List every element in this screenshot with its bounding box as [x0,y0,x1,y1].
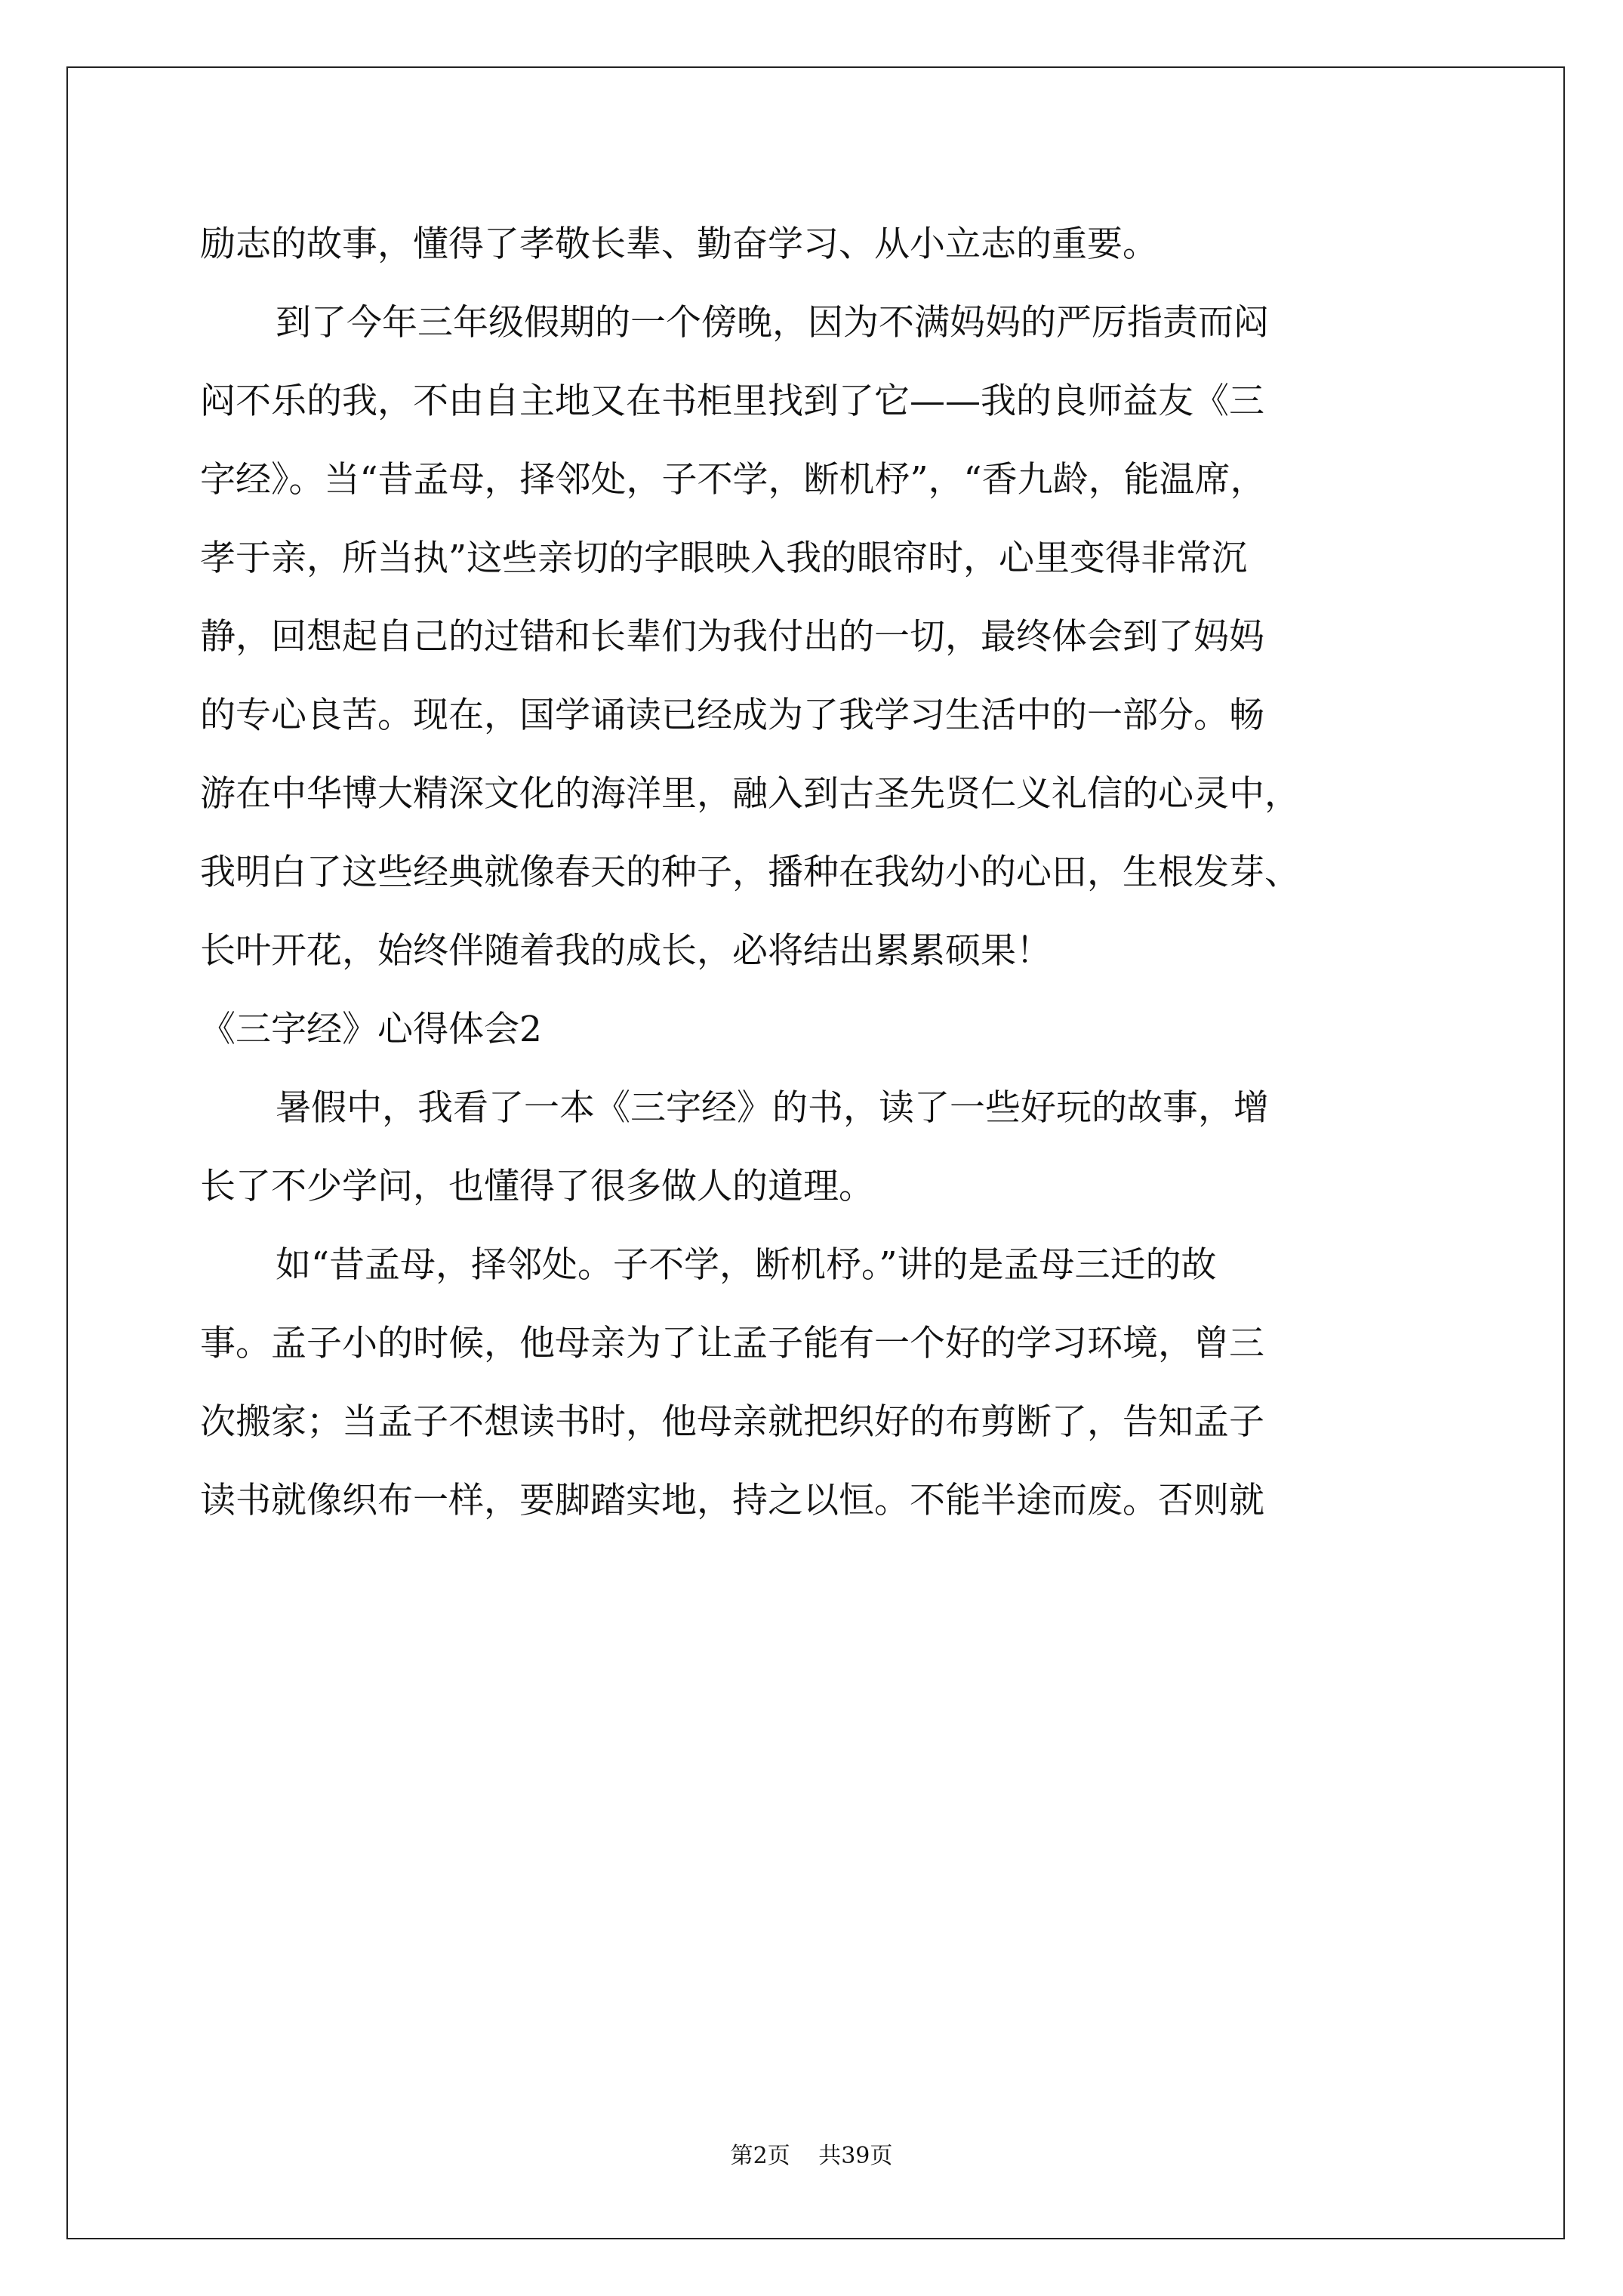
page-total: 共39页 [818,2143,893,2169]
text-line: 静，回想起自己的过错和长辈们为我付出的一切，最终体会到了妈妈 [200,616,1264,658]
document-body [200,205,1438,1540]
text-line: 读书就像织布一样，要脚踏实地，持之以恒。不能半途而废。否则就 [200,1480,1264,1521]
text-line: 到了今年三年级假期的一个傍晚，因为不满妈妈的严厉指责而闷 [276,302,1269,344]
text-line: 暑假中，我看了一本《三字经》的书，读了一些好玩的故事，增 [276,1087,1269,1129]
text-line: 次搬家；当孟子不想读书时，他母亲就把织好的布剪断了，告知孟子 [200,1401,1264,1443]
text-line: 闷不乐的我，不由自主地又在书柜里找到了它——我的良师益友《三 [200,381,1264,422]
text-line: 的专心良苦。现在，国学诵读已经成为了我学习生活中的一部分。畅 [200,695,1264,736]
page-footer [0,2141,1623,2171]
text-line: 如“昔孟母，择邻处。子不学，断机杼。”讲的是孟母三迁的故 [276,1244,1217,1286]
text-line: 长了不少学问，也懂得了很多做人的道理。 [200,1166,874,1207]
text-line: 游在中华博大精深文化的海洋里，融入到古圣先贤仁义礼信的心灵中， [200,773,1300,815]
text-line: 励志的故事，懂得了孝敬长辈、勤奋学习、从小立志的重要。 [200,223,1158,265]
text-line: 孝于亲，所当执”这些亲切的字眼映入我的眼帘时，心里变得非常沉 [200,538,1248,579]
text-line: 长叶开花，始终伴随着我的成长，必将结出累累硕果！ [200,930,1052,972]
text-line: 事。孟子小的时候，他母亲为了让孟子能有一个好的学习环境，曾三 [200,1323,1264,1364]
text-line: 字经》。当“昔孟母，择邻处，子不学，断机杼”，“香九龄，能温席， [200,459,1266,501]
text-line: 我明白了这些经典就像春天的种子，播种在我幼小的心田，生根发芽、 [200,852,1300,893]
section-heading: 《三字经》心得体会2 [200,1009,542,1050]
page-number: 第2页 [730,2143,790,2169]
